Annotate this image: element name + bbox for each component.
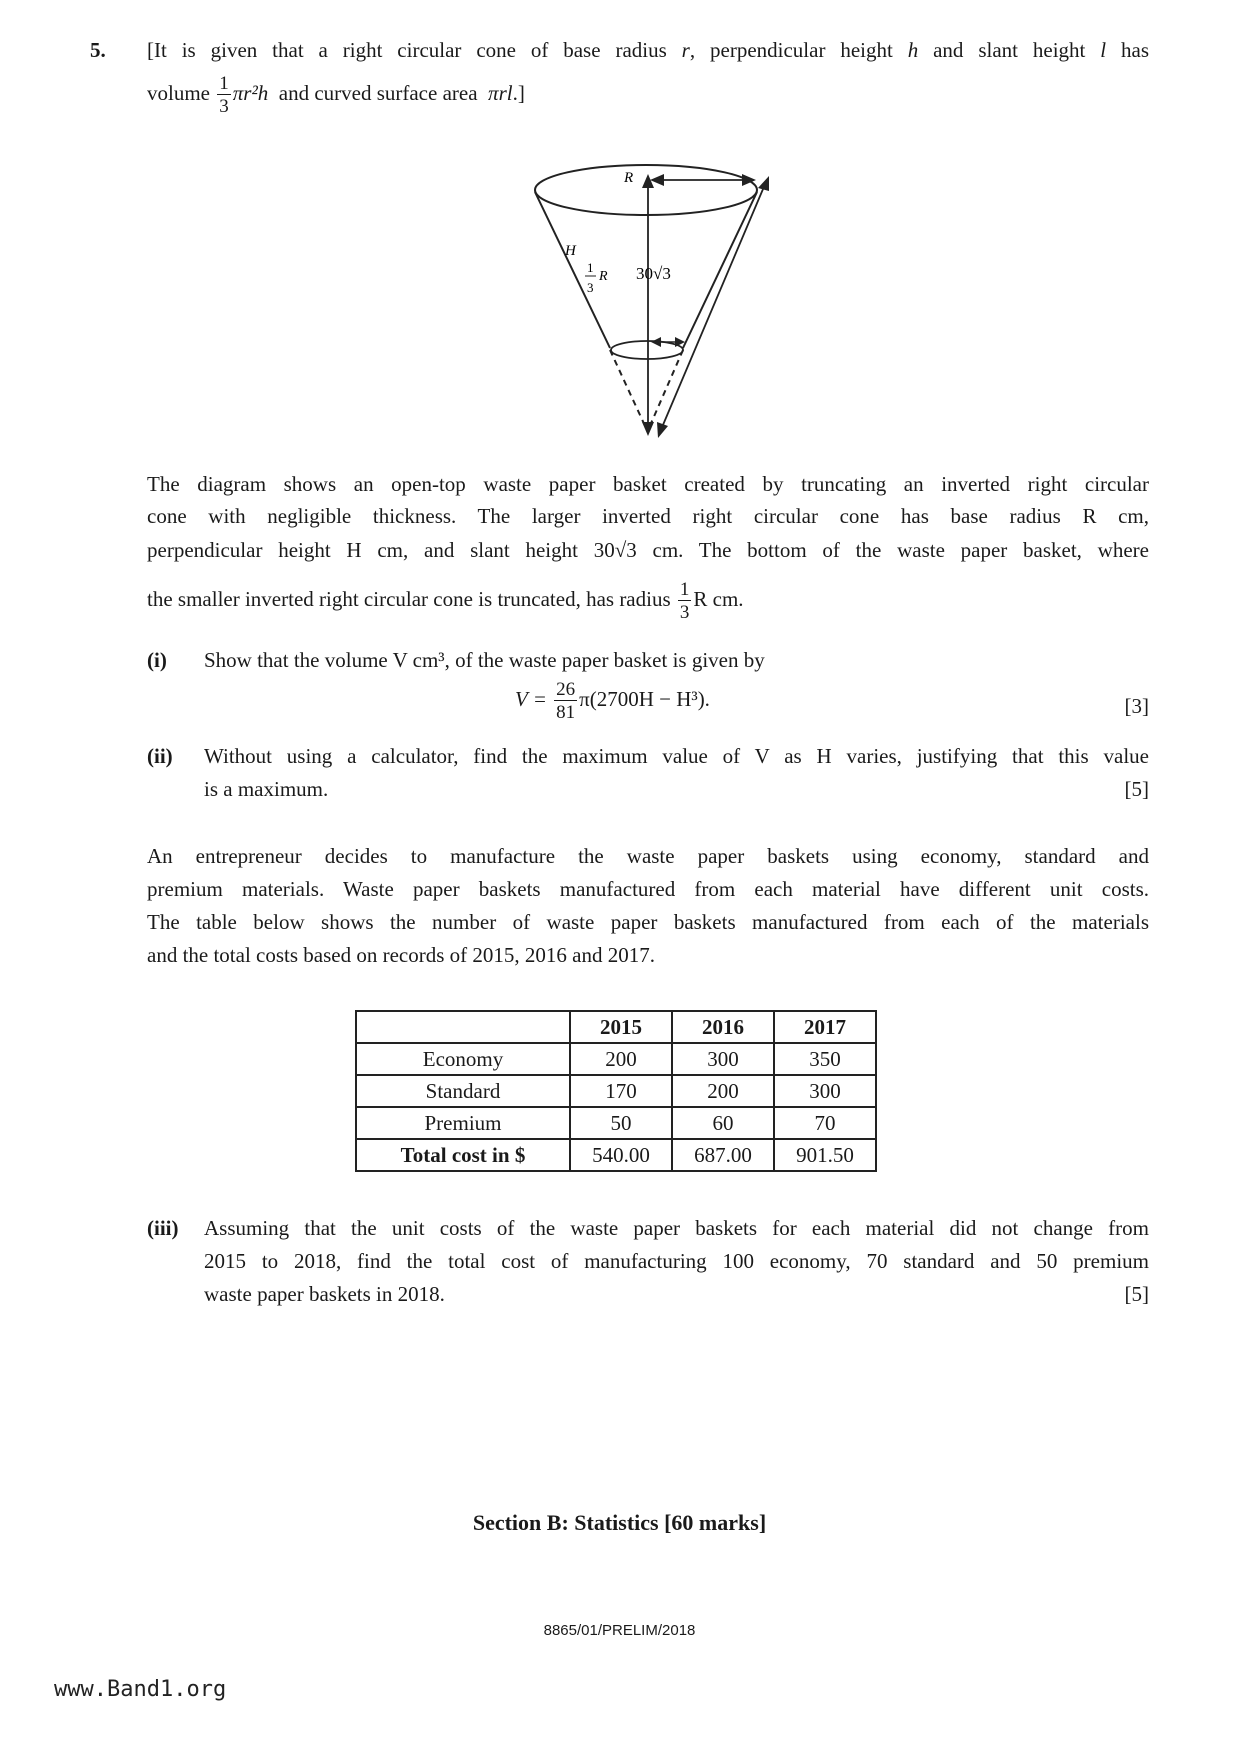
table-row — [356, 1043, 876, 1075]
intro-text: the smaller inverted right circular cone is truncated, has radius — [147, 586, 671, 611]
part-i-formula — [515, 680, 710, 722]
label-small-R: R — [599, 269, 608, 284]
table-cell: 50 — [570, 1107, 672, 1139]
table-corner — [356, 1011, 570, 1043]
watermark-link[interactable]: www.Band1.org — [54, 1677, 227, 1702]
context-line-4: and the total costs based on records of 2015, 2016 and 2017. — [147, 943, 655, 967]
table-row-total — [356, 1139, 876, 1171]
given-line-2 — [147, 74, 525, 116]
cone-diagram — [520, 160, 780, 440]
part-iii-line-3: waste paper baskets in 2018. — [204, 1282, 445, 1306]
part-ii-line-2: is a maximum. — [204, 777, 329, 801]
intro-text: R cm. — [693, 586, 744, 611]
var-r: r — [681, 38, 690, 62]
part-ii-line-1: Without using a calculator, find the maximum value of V as H varies, justifying that this value — [204, 744, 1149, 768]
given-end: .] — [512, 80, 525, 105]
row-label: Total cost in $ — [356, 1139, 570, 1171]
table-header: 2016 — [672, 1011, 774, 1043]
row-label: Standard — [356, 1075, 570, 1107]
var-h: h — [907, 38, 919, 62]
given-area-label: and curved surface area — [278, 80, 478, 105]
section-heading: Section B: Statistics [60 marks] — [472, 1510, 767, 1535]
row-label: Premium — [356, 1107, 570, 1139]
context-line-2: premium materials. Waste paper baskets manufactured from each material have different unit costs. — [147, 877, 1149, 901]
table-cell: 540.00 — [570, 1139, 672, 1171]
intro-line-4 — [147, 580, 744, 622]
area-formula: πrl — [488, 80, 513, 105]
fraction-26-81: $\frac{26}{81}$ — [556, 679, 576, 723]
volume-formula: πr²h — [232, 80, 269, 105]
table-cell: 60 — [672, 1107, 774, 1139]
label-R: R — [624, 170, 634, 186]
table-row — [356, 1075, 876, 1107]
label-frac-num: 1 — [587, 260, 594, 275]
table-cell: 687.00 — [672, 1139, 774, 1171]
table-cell: 200 — [570, 1043, 672, 1075]
bottom-rim — [611, 341, 683, 359]
footer-code: 8865/01/PRELIM/2018 — [543, 1622, 696, 1639]
part-iii-marks: [5] — [1124, 1282, 1149, 1306]
formula-rhs: π(2700H − H³). — [579, 686, 710, 711]
given-text: and slant height — [918, 38, 1101, 62]
part-iii-label: (iii) — [147, 1216, 179, 1240]
top-rim — [535, 165, 757, 215]
table-cell: 170 — [570, 1075, 672, 1107]
table-cell: 70 — [774, 1107, 876, 1139]
table-header: 2017 — [774, 1011, 876, 1043]
question-number: 5. — [90, 38, 106, 62]
row-label: Economy — [356, 1043, 570, 1075]
table-cell: 200 — [672, 1075, 774, 1107]
label-H: H — [565, 243, 576, 259]
given-text: has — [1106, 38, 1149, 62]
costs-table — [355, 1010, 877, 1172]
given-line-1 — [147, 38, 1149, 63]
fraction-one-third: $\frac{1}{3}$ — [679, 579, 690, 623]
formula-lhs: V = — [515, 686, 547, 711]
given-text: [It is given that a right circular cone of base radius — [147, 38, 682, 62]
fraction-one-third: $\frac{1}{3}$ — [219, 73, 229, 117]
intro-line-1: The diagram shows an open-top waste paper basket created by truncating an inverted right circular — [147, 472, 1149, 496]
context-line-3: The table below shows the number of waste paper baskets manufactured from each of the materials — [147, 910, 1149, 934]
part-i-label: (i) — [147, 648, 167, 672]
part-ii-marks: [5] — [1124, 777, 1149, 801]
context-line-1: An entrepreneur decides to manufacture the waste paper baskets using economy, standard and — [147, 844, 1149, 868]
table-cell: 300 — [672, 1043, 774, 1075]
table-cell: 300 — [774, 1075, 876, 1107]
part-i-text: Show that the volume V cm³, of the waste paper basket is given by — [204, 648, 765, 672]
part-iii-line-1: Assuming that the unit costs of the waste paper baskets for each material did not change from — [204, 1216, 1149, 1240]
var-l: l — [1100, 38, 1107, 62]
intro-line-2: cone with negligible thickness. The larger inverted right circular cone has base radius R cm, — [147, 504, 1149, 528]
part-ii-label: (ii) — [147, 744, 173, 768]
table-header-row — [356, 1011, 876, 1043]
part-iii-line-2: 2015 to 2018, find the total cost of manufacturing 100 economy, 70 standard and 50 premium — [204, 1249, 1149, 1273]
table-cell: 901.50 — [774, 1139, 876, 1171]
label-slant: 30√3 — [636, 264, 671, 283]
table-cell: 350 — [774, 1043, 876, 1075]
table-header: 2015 — [570, 1011, 672, 1043]
table-row — [356, 1107, 876, 1139]
given-volume-label: volume — [147, 80, 210, 105]
part-i-marks: [3] — [1124, 694, 1149, 718]
intro-line-3: perpendicular height H cm, and slant height 30√3 cm. The bottom of the waste paper basket, where — [147, 538, 1149, 562]
given-text: , perpendicular height — [689, 38, 908, 62]
label-frac-den: 3 — [587, 280, 594, 295]
